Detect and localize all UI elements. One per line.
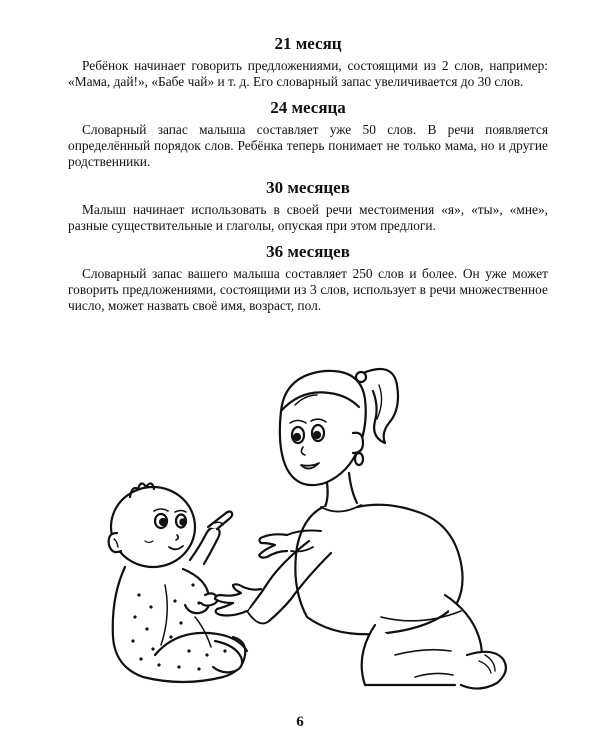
section-title-30-months: 30 месяцев [266,178,350,197]
mother-and-baby-illustration [95,355,525,700]
section-title-24-months: 24 месяца [270,98,346,117]
mother-figure [215,369,506,689]
baby-figure [109,483,247,682]
section-text-24-months: Словарный запас малыша составляет уже 50 слов. В речи появляется определённый порядок слов. Ребёнка теперь понимает не только мама, но и другие родственники. [68,122,548,169]
section-text-30-months: Малыш начинает использовать в своей речи местоимения «я», «ты», «мне», разные существительные и глаголы, опуская при этом предлоги. [68,202,548,233]
page-number: 6 [296,714,304,730]
section-text-21-months: Ребёнок начинает говорить предложениями, состоящими из 2 слов, например: «Мама, дай!», «Бабе чай» и т. д. Его словарный запас увеличивается до 30 слов. [68,58,548,89]
section-title-36-months: 36 месяцев [266,242,350,261]
text-block [68,34,548,322]
section-title-21-months: 21 месяц [274,34,342,53]
section-text-36-months: Словарный запас вашего малыша составляет 250 слов и более. Он уже может говорить предложениями, состоящими из 3 слов, использует в речи множественное число, может назвать своё имя, возраст, пол. [68,266,548,313]
